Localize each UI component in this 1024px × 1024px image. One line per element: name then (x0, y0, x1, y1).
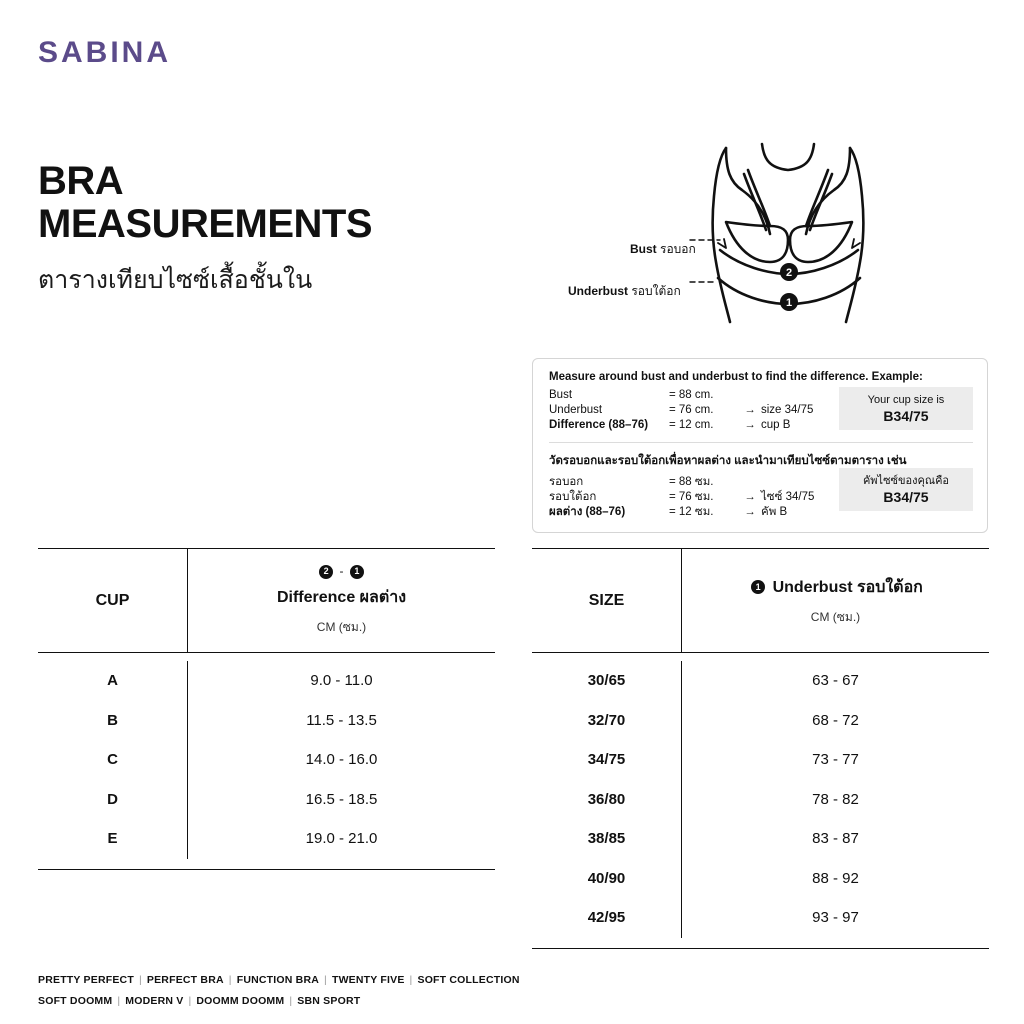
bust-label-en: Bust (630, 242, 657, 256)
example-label: Underbust (549, 404, 603, 416)
difference-header-label: Difference ผลต่าง (276, 588, 407, 606)
size-table-header (532, 549, 989, 653)
brand-logo: SABINA (38, 36, 172, 69)
footer-line-2 (38, 991, 738, 1012)
size-cell: 30/65 (532, 661, 682, 701)
table-row (532, 701, 989, 741)
table-row (532, 661, 989, 701)
table-row (38, 661, 495, 701)
size-cell: 34/75 (532, 740, 682, 780)
difference-cell: 14.0 - 16.0 (305, 751, 378, 769)
bust-label (630, 240, 696, 259)
table-row (38, 740, 495, 780)
example-arrow: → (744, 404, 756, 416)
table-row (532, 780, 989, 820)
underbust-label-en: Underbust (568, 284, 628, 298)
underbust-cell: 78 - 82 (812, 790, 859, 808)
cup-callout-value-th: B34/75 (883, 489, 929, 505)
example-result: ไซซ์ 34/75 (761, 491, 815, 503)
example-label-strong: Difference (88–76) (549, 419, 649, 431)
cup-cell: C (38, 740, 188, 780)
cup-callout-text-th: คัพไซซ์ของคุณคือ (862, 475, 950, 487)
cup-difference-table (38, 548, 495, 870)
cup-table-header (38, 549, 495, 653)
cup-cell: A (38, 661, 188, 701)
cup-size-callout-th (839, 468, 973, 511)
formula-dash: - (339, 564, 344, 579)
svg-text:1: 1 (785, 297, 793, 309)
footer-item: SOFT DOOMM (38, 995, 113, 1007)
footer-item: SOFT COLLECTION (417, 974, 520, 986)
cup-header-label: CUP (95, 591, 130, 609)
example-value: = 12 ซม. (669, 506, 714, 518)
marker-2-icon: 2 (319, 565, 333, 579)
marker-1-icon: 1 (751, 580, 765, 594)
example-label (549, 418, 669, 433)
footer-separator: | (324, 974, 327, 986)
cup-table-header-difference (188, 549, 495, 652)
table-row (38, 780, 495, 820)
example-value: = 76 ซม. (669, 491, 714, 503)
difference-header-unit: CM (ซม.) (316, 619, 367, 634)
table-row (532, 819, 989, 859)
underbust-cell: 63 - 67 (812, 672, 859, 690)
underbust-header-label (748, 575, 923, 600)
table-row (532, 740, 989, 780)
example-arrow (739, 388, 761, 403)
example-divider (549, 442, 973, 443)
underbust-cell: 73 - 77 (812, 751, 859, 769)
underbust-header-unit: CM (ซม.) (810, 609, 861, 624)
difference-cell: 19.0 - 21.0 (305, 830, 378, 848)
size-cell: 40/90 (532, 859, 682, 899)
example-value: = 12 cm. (669, 419, 714, 431)
cup-size-callout-en (839, 387, 973, 430)
table-row (532, 859, 989, 899)
cup-table-body (38, 653, 495, 869)
underbust-cell: 68 - 72 (812, 711, 859, 729)
cup-callout-value-en: B34/75 (883, 408, 929, 424)
example-result: size 34/75 (761, 404, 814, 416)
underbust-cell: 83 - 87 (812, 830, 859, 848)
footer-item: DOOMM DOOMM (196, 995, 285, 1007)
underbust-label (568, 282, 681, 301)
example-result: คัพ B (761, 506, 788, 518)
table-row (38, 701, 495, 741)
footer-line-1 (38, 970, 738, 991)
size-underbust-table (532, 548, 989, 949)
footer-item: TWENTY FIVE (331, 974, 405, 986)
footer-separator: | (289, 995, 293, 1007)
page-title-line-2: MEASUREMENTS (38, 202, 373, 247)
size-table-header-underbust (682, 549, 989, 652)
footer-item: SBN SPORT (297, 995, 361, 1007)
cup-cell: E (38, 819, 188, 859)
example-arrow: → (744, 506, 756, 518)
example-heading-th: วัดรอบอกและรอบใต้อกเพื่อหาผลต่าง และนำมาเทียบไซซ์ตามตาราง เช่น (549, 455, 907, 467)
cup-cell: D (38, 780, 188, 820)
footer-item: PERFECT BRA (146, 974, 224, 986)
cup-callout-text-en: Your cup size is (867, 394, 945, 406)
table-row (38, 819, 495, 859)
title-block (38, 160, 478, 300)
example-arrow (739, 475, 761, 490)
bust-label-th: รอบอก (660, 242, 696, 256)
marker-bust-2 (780, 263, 798, 281)
underbust-cell: 88 - 92 (812, 869, 859, 887)
example-english (549, 371, 973, 433)
example-label: รอบใต้อก (549, 491, 597, 503)
difference-cell: 9.0 - 11.0 (310, 672, 373, 690)
footer-separator: | (188, 995, 192, 1007)
example-thai (549, 452, 973, 520)
table-row (532, 898, 989, 938)
bra-measurement-illustration (530, 130, 990, 340)
page-title-line-1: BRA (38, 159, 124, 203)
cup-cell: B (38, 701, 188, 741)
size-table-header-size (532, 549, 682, 652)
footer-separator: | (228, 974, 232, 986)
cup-table-header-cup (38, 549, 188, 652)
example-arrow: → (744, 491, 756, 503)
footer-item: MODERN V (125, 995, 184, 1007)
marker-underbust-1 (780, 293, 798, 311)
footer-separator: | (409, 974, 413, 986)
difference-formula (316, 564, 367, 579)
size-cell: 36/80 (532, 780, 682, 820)
size-cell: 42/95 (532, 898, 682, 938)
svg-text:2: 2 (785, 267, 793, 279)
size-header-label: SIZE (588, 591, 625, 609)
example-heading-en: Measure around bust and underbust to find the difference. Example: (549, 371, 923, 383)
example-label-strong: ผลต่าง (88–76) (549, 506, 626, 518)
underbust-label-th: รอบใต้อก (631, 284, 681, 298)
size-cell: 38/85 (532, 819, 682, 859)
footer-item: FUNCTION BRA (236, 974, 320, 986)
footer-separator: | (138, 974, 142, 986)
example-value: = 88 ซม. (669, 476, 714, 488)
underbust-header-text: Underbust รอบใต้อก (772, 578, 923, 596)
footer-item: PRETTY PERFECT (38, 974, 134, 986)
footer-separator: | (117, 995, 121, 1007)
size-cell: 32/70 (532, 701, 682, 741)
footer-collections (38, 970, 738, 1012)
example-arrow: → (744, 419, 756, 431)
example-label (549, 505, 669, 520)
example-result: cup B (761, 419, 791, 431)
example-value: = 76 cm. (669, 404, 714, 416)
example-label: Bust (549, 389, 573, 401)
difference-cell: 16.5 - 18.5 (305, 790, 378, 808)
size-table-body (532, 653, 989, 948)
page-subtitle-thai: ตารางเทียบไซซ์เสื้อชั้นใน (38, 266, 313, 295)
marker-1-icon: 1 (350, 565, 364, 579)
measurement-example-box (532, 358, 988, 533)
example-value: = 88 cm. (669, 389, 714, 401)
torso-diagram-svg (530, 130, 990, 340)
example-label: รอบอก (549, 476, 584, 488)
underbust-cell: 93 - 97 (812, 909, 859, 927)
difference-cell: 11.5 - 13.5 (306, 711, 377, 729)
